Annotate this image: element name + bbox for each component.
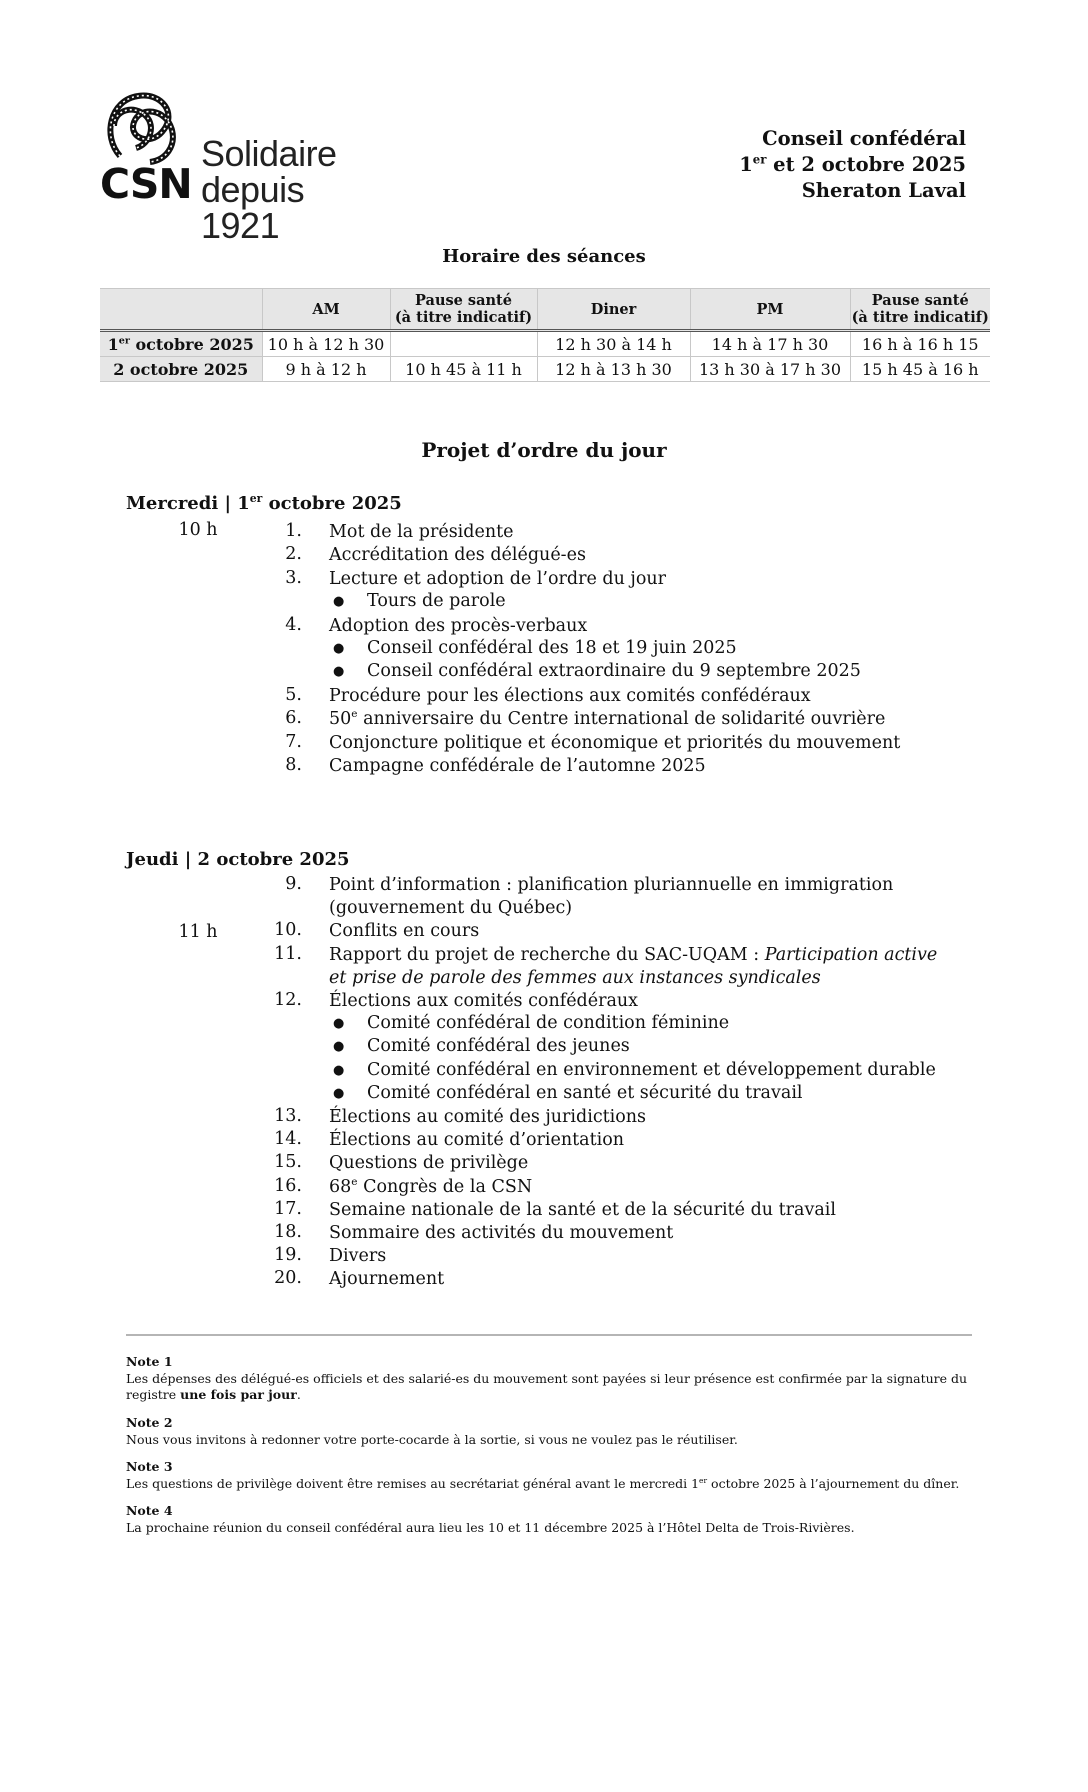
table-cell: 10 h à 12 h 30 (262, 331, 390, 357)
agenda-subitem: Tours de parole (367, 591, 506, 612)
event-title: Conseil confédéral (762, 127, 966, 150)
note-text: La prochaine réunion du conseil confédéral aura lieu les 10 et 11 décembre 2025 à l’Hôtel Delta de Trois-Rivières. (126, 1520, 855, 1535)
agenda-item-number: 19. (274, 1245, 302, 1266)
agenda-item-text: Ajournement (329, 1269, 445, 1290)
agenda-item-text-cont: et prise de parole des femmes aux instances syndicales (329, 967, 821, 988)
event-venue: Sheraton Laval (801, 179, 966, 202)
agenda-item-number: 2. (285, 544, 302, 565)
table-cell: 16 h à 16 h 15 (850, 331, 990, 357)
agenda-item-number: 7. (285, 731, 302, 752)
table-cell (390, 331, 537, 357)
bullet-icon: ● (333, 1016, 345, 1032)
agenda-item-number: 6. (285, 708, 302, 729)
agenda-item-text: Lecture et adoption de l’ordre du jour (329, 568, 666, 589)
agenda-item-text: Point d’information : planification pluriannuelle en immigration (329, 875, 894, 895)
agenda-item-number: 5. (285, 684, 302, 705)
agenda-item-text: Conjoncture politique et économique et priorités du mouvement (329, 732, 901, 753)
schedule-title: Horaire des séances (442, 246, 646, 267)
agenda-item-text: Accréditation des délégué-es (329, 545, 586, 566)
event-dates-day: 1 (739, 153, 753, 176)
agenda-item-number: 15. (274, 1152, 302, 1173)
agenda-subitem: Comité confédéral des jeunes (367, 1036, 630, 1057)
agenda-item-number: 1. (285, 521, 302, 541)
note-text: Les dépenses des délégué-es officiels et des salarié-es du mouvement sont payées si leur présence est confirmée par la signature du registre une fois par jour. (126, 1371, 968, 1402)
agenda-item-text: Divers (329, 1246, 387, 1267)
agenda-item-text: Adoption des procès-verbaux (329, 615, 588, 636)
logo-acronym: CSN (100, 160, 192, 208)
agenda-item-number: 8. (285, 755, 302, 775)
agenda-item-number: 9. (285, 874, 302, 894)
day2-time: 11 h (178, 922, 218, 942)
bullet-icon: ● (333, 1062, 345, 1078)
agenda-item-number: 12. (274, 990, 302, 1010)
agenda-item-number: 20. (274, 1268, 302, 1289)
note-text: Nous vous invitons à redonner votre porte-cocarde à la sortie, si vous ne voulez pas le réutiliser. (126, 1432, 738, 1447)
day1-time: 10 h (178, 520, 218, 540)
day1-title: Mercredi | 1er octobre 2025 (126, 492, 402, 514)
schedule-row-label: 1er octobre 2025 (100, 331, 262, 357)
table-cell: 14 h à 17 h 30 (690, 331, 850, 357)
note-title: Note 4 (126, 1503, 173, 1518)
event-dates-ordinal: er (752, 152, 767, 167)
agenda-item-text-cont: (gouvernement du Québec) (329, 898, 573, 919)
schedule-row-label: 2 octobre 2025 (100, 357, 262, 382)
agenda-item-text: Procédure pour les élections aux comités confédéraux (329, 685, 811, 706)
event-dates-rest: et 2 octobre 2025 (766, 153, 966, 176)
schedule-header-pause2: Pause santé (à titre indicatif) (850, 289, 990, 331)
agenda-item-number: 13. (274, 1106, 302, 1126)
note-text: Les questions de privilège doivent être remises au secrétariat général avant le mercredi 1er octobre 2025 à l’ajournement du dîner. (126, 1475, 960, 1491)
csn-logo (100, 86, 380, 246)
logo-tagline-line2: depuis 1921 (201, 169, 305, 246)
agenda-item-number: 17. (274, 1198, 302, 1219)
schedule-table (100, 288, 990, 382)
agenda-item-text: Élections au comité d’orientation (329, 1130, 625, 1151)
logo-tagline-line1: Solidaire (201, 133, 337, 174)
note-title: Note 1 (126, 1354, 173, 1369)
agenda-item-number: 10. (274, 920, 302, 941)
agenda-item-text: Rapport du projet de recherche du SAC-UQAM : Participation active (329, 944, 938, 965)
bullet-icon: ● (333, 641, 345, 656)
agenda-subitem: Comité confédéral en environnement et développement durable (367, 1059, 936, 1080)
schedule-header-row (100, 289, 990, 331)
agenda-item-text: 50e anniversaire du Centre international de solidarité ouvrière (329, 708, 886, 730)
agenda-item-number: 16. (274, 1175, 302, 1196)
agenda-title: Projet d’ordre du jour (421, 438, 667, 462)
table-cell: 10 h 45 à 11 h (390, 357, 537, 382)
bullet-icon: ● (333, 1085, 345, 1101)
event-info (739, 126, 966, 204)
agenda-item-number: 11. (274, 943, 302, 964)
table-cell: 15 h 45 à 16 h (850, 357, 990, 382)
agenda-item-text: Questions de privilège (329, 1153, 529, 1174)
agenda-item-text: Élections aux comités confédéraux (329, 991, 639, 1011)
agenda-item-number: 14. (274, 1129, 302, 1150)
agenda-item-number: 18. (274, 1222, 302, 1242)
table-row (100, 357, 990, 382)
bullet-icon: ● (333, 1039, 345, 1055)
bullet-icon: ● (333, 594, 345, 610)
table-cell: 13 h 30 à 17 h 30 (690, 357, 850, 382)
agenda-item-text: Conflits en cours (329, 921, 480, 942)
agenda-item-text: Campagne confédérale de l’automne 2025 (329, 756, 706, 776)
agenda-item-number: 3. (285, 567, 302, 588)
agenda-item-text: Sommaire des activités du mouvement (329, 1223, 674, 1243)
note-title: Note 3 (126, 1459, 173, 1474)
table-cell: 12 h 30 à 14 h (537, 331, 690, 357)
notes-divider (126, 1334, 972, 1336)
schedule-header-am: AM (262, 289, 390, 331)
event-dates (739, 152, 966, 178)
day2-title: Jeudi | 2 octobre 2025 (126, 849, 350, 870)
schedule-header-empty (100, 289, 262, 331)
bullet-icon: ● (333, 664, 345, 680)
agenda-item-text: Semaine nationale de la santé et de la sécurité du travail (329, 1199, 836, 1220)
schedule-header-diner: Diner (537, 289, 690, 331)
schedule-header-pause1: Pause santé (à titre indicatif) (390, 289, 537, 331)
knot-logo-icon (100, 86, 182, 168)
table-cell: 12 h à 13 h 30 (537, 357, 690, 382)
agenda-item-number: 4. (285, 614, 302, 635)
note-title: Note 2 (126, 1415, 173, 1430)
table-cell: 9 h à 12 h (262, 357, 390, 382)
agenda-item-text: Élections au comité des juridictions (329, 1107, 647, 1127)
agenda-subitem: Conseil confédéral des 18 et 19 juin 2025 (367, 638, 737, 658)
agenda-subitem: Comité confédéral de condition féminine (367, 1013, 730, 1034)
table-row (100, 331, 990, 357)
agenda-item-text: 68e Congrès de la CSN (329, 1175, 533, 1197)
agenda-subitem: Conseil confédéral extraordinaire du 9 septembre 2025 (367, 661, 861, 682)
agenda-item-text: Mot de la présidente (329, 522, 514, 542)
agenda-subitem: Comité confédéral en santé et sécurité du travail (367, 1082, 803, 1103)
schedule-header-pm: PM (690, 289, 850, 331)
